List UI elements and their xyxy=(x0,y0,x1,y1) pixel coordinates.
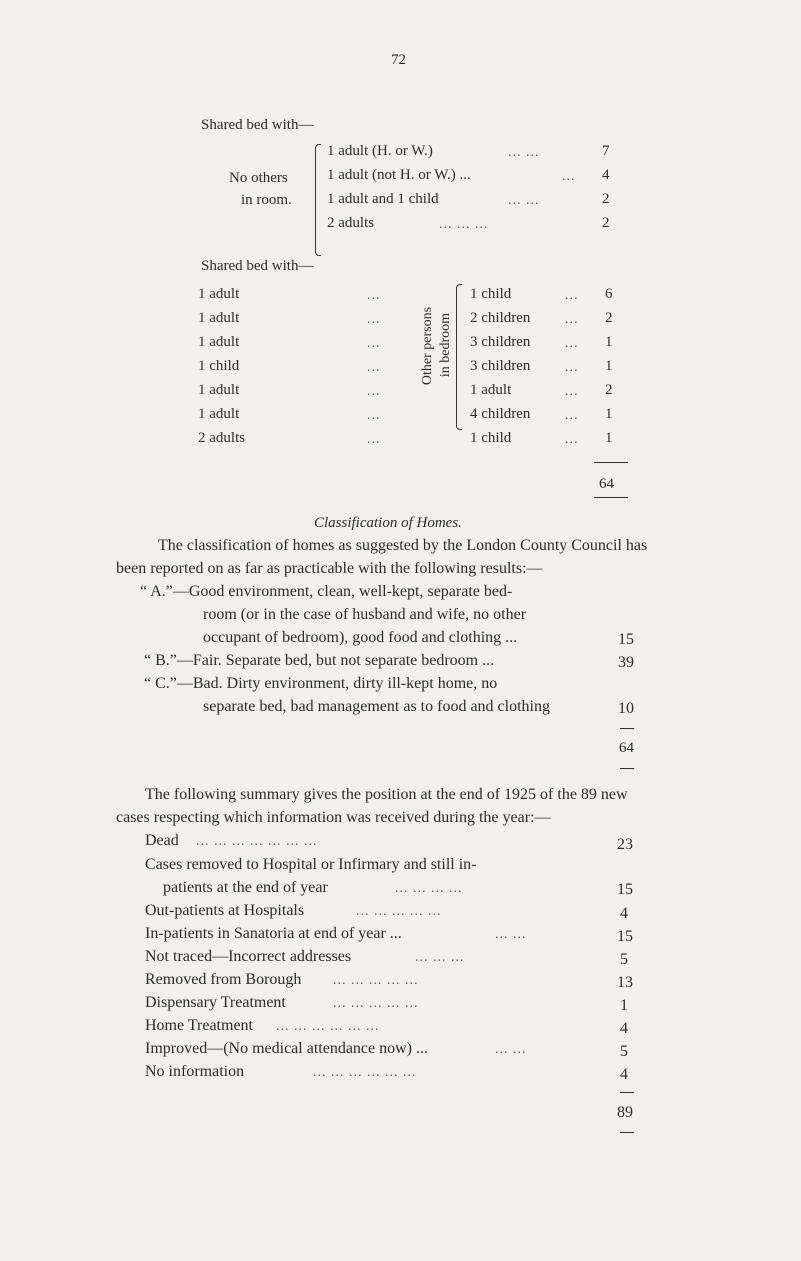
row-left: 1 adult xyxy=(198,310,240,326)
row-value: 13 xyxy=(617,974,633,991)
row-label: Removed from Borough xyxy=(145,971,302,988)
leader-dots: ... ... xyxy=(495,1042,527,1057)
leader-dots: ... ... ... ... ... xyxy=(356,904,442,919)
leader-dots: ... ... ... ... ... ... xyxy=(276,1019,380,1034)
leader-dots: ... xyxy=(565,288,579,303)
summary-total: 89 xyxy=(617,1104,633,1121)
class-c-line: “ C.”—Bad. Dirty environment, dirty ill-kept home, no xyxy=(144,675,498,692)
row-label: 2 adults xyxy=(327,215,375,231)
leader-dots: ... xyxy=(565,408,579,423)
row-label: patients at the end of year xyxy=(163,879,328,896)
row-value: 1 xyxy=(605,358,613,374)
total-rule xyxy=(594,497,628,498)
leader-dots: ... xyxy=(562,169,576,184)
total-rule xyxy=(620,1092,634,1093)
section2-total: 64 xyxy=(599,476,614,492)
section2-brace xyxy=(456,284,462,430)
row-left: 1 adult xyxy=(198,406,240,422)
row-right: 3 children xyxy=(470,358,531,374)
classification-intro-line: been reported on as far as practicable with the following results:— xyxy=(116,560,543,577)
row-right: 1 child xyxy=(470,430,512,446)
leader-dots: ... ... ... ... xyxy=(395,881,463,896)
leader-dots: ... ... ... xyxy=(439,217,489,232)
class-b-line: “ B.”—Fair. Separate bed, but not separate bedroom ... xyxy=(144,652,495,669)
class-a-line: “ A.”—Good environment, clean, well-kept, separate bed- xyxy=(140,583,513,600)
leader-dots: ... ... ... ... ... xyxy=(333,996,419,1011)
no-others-label: No others xyxy=(229,170,288,186)
row-value: 5 xyxy=(620,951,628,968)
leader-dots: ... ... ... ... ... xyxy=(333,973,419,988)
in-room-label: in room. xyxy=(241,192,292,208)
row-value: 15 xyxy=(617,928,633,945)
row-label: Cases removed to Hospital or Infirmary and still in- xyxy=(145,856,477,873)
class-a-line: occupant of bedroom), good food and clothing ... xyxy=(203,629,518,646)
row-right: 1 child xyxy=(470,286,512,302)
row-label: 1 adult (not H. or W.) ... xyxy=(327,167,471,183)
leader-dots: ... xyxy=(367,384,381,399)
row-value: 2 xyxy=(602,215,610,231)
section2-heading: Shared bed with— xyxy=(201,258,314,274)
row-value: 1 xyxy=(605,406,613,422)
row-value: 2 xyxy=(605,382,613,398)
row-value: 6 xyxy=(605,286,613,302)
row-value: 23 xyxy=(617,836,633,853)
row-label: Dead xyxy=(145,832,179,849)
row-right: 4 children xyxy=(470,406,531,422)
class-c-value: 10 xyxy=(618,700,634,717)
row-value: 1 xyxy=(620,997,628,1014)
leader-dots: ... xyxy=(565,312,579,327)
row-right: 3 children xyxy=(470,334,531,350)
leader-dots: ... xyxy=(367,336,381,351)
row-label: No information xyxy=(145,1063,245,1080)
row-label: Improved—(No medical attendance now) ... xyxy=(145,1040,429,1057)
leader-dots: ... xyxy=(367,432,381,447)
total-rule xyxy=(620,1132,634,1133)
row-value: 4 xyxy=(620,1066,628,1083)
total-rule xyxy=(620,728,634,729)
class-c-line: separate bed, bad management as to food and clothing xyxy=(203,698,550,715)
class-b-value: 39 xyxy=(618,654,634,671)
row-left: 1 adult xyxy=(198,334,240,350)
row-left: 1 child xyxy=(198,358,240,374)
leader-dots: ... xyxy=(367,312,381,327)
row-value: 2 xyxy=(605,310,613,326)
leader-dots: ... ... xyxy=(495,927,527,942)
section1-brace xyxy=(315,144,321,256)
leader-dots: ... ... ... xyxy=(415,950,465,965)
class-a-line: room (or in the case of husband and wife, no other xyxy=(203,606,527,623)
row-value: 5 xyxy=(620,1043,628,1060)
row-value: 4 xyxy=(602,167,610,183)
other-persons-label: Other persons xyxy=(420,306,435,386)
row-label: Out-patients at Hospitals xyxy=(145,902,305,919)
row-left: 1 adult xyxy=(198,382,240,398)
total-rule xyxy=(620,768,634,769)
classification-total: 64 xyxy=(619,740,634,756)
leader-dots: ... xyxy=(367,360,381,375)
row-label: In-patients in Sanatoria at end of year ... xyxy=(145,925,402,942)
row-right: 2 children xyxy=(470,310,531,326)
row-right: 1 adult xyxy=(470,382,512,398)
page-number: 72 xyxy=(391,52,406,68)
total-rule xyxy=(594,462,628,463)
row-value: 15 xyxy=(617,881,633,898)
row-value: 1 xyxy=(605,430,613,446)
summary-intro-line: cases respecting which information was received during the year:— xyxy=(116,809,551,826)
row-label: Home Treatment xyxy=(145,1017,253,1034)
row-value: 4 xyxy=(620,905,628,922)
row-left: 1 adult xyxy=(198,286,240,302)
row-value: 2 xyxy=(602,191,610,207)
leader-dots: ... xyxy=(565,384,579,399)
leader-dots: ... xyxy=(367,408,381,423)
row-label: Dispensary Treatment xyxy=(145,994,286,1011)
summary-intro-line: The following summary gives the position at the end of 1925 of the 89 new xyxy=(145,786,628,803)
classification-title: Classification of Homes. xyxy=(314,515,462,531)
leader-dots: ... ... xyxy=(508,193,540,208)
leader-dots: ... ... xyxy=(508,145,540,160)
leader-dots: ... xyxy=(565,336,579,351)
row-label: Not traced—Incorrect addresses xyxy=(145,948,352,965)
leader-dots: ... ... ... ... ... ... xyxy=(313,1065,417,1080)
row-value: 7 xyxy=(602,143,610,159)
row-label: 1 adult and 1 child xyxy=(327,191,439,207)
section1-heading: Shared bed with— xyxy=(201,117,314,133)
row-value: 4 xyxy=(620,1020,628,1037)
row-value: 1 xyxy=(605,334,613,350)
row-label: 1 adult (H. or W.) xyxy=(327,143,433,159)
in-bedroom-label: in bedroom xyxy=(438,312,453,378)
row-left: 2 adults xyxy=(198,430,246,446)
class-a-value: 15 xyxy=(618,631,634,648)
leader-dots: ... xyxy=(565,360,579,375)
leader-dots: ... xyxy=(367,288,381,303)
leader-dots: ... ... ... ... ... ... ... xyxy=(196,834,318,849)
classification-intro-line: The classification of homes as suggested by the London County Council has xyxy=(158,537,648,554)
leader-dots: ... xyxy=(565,432,579,447)
